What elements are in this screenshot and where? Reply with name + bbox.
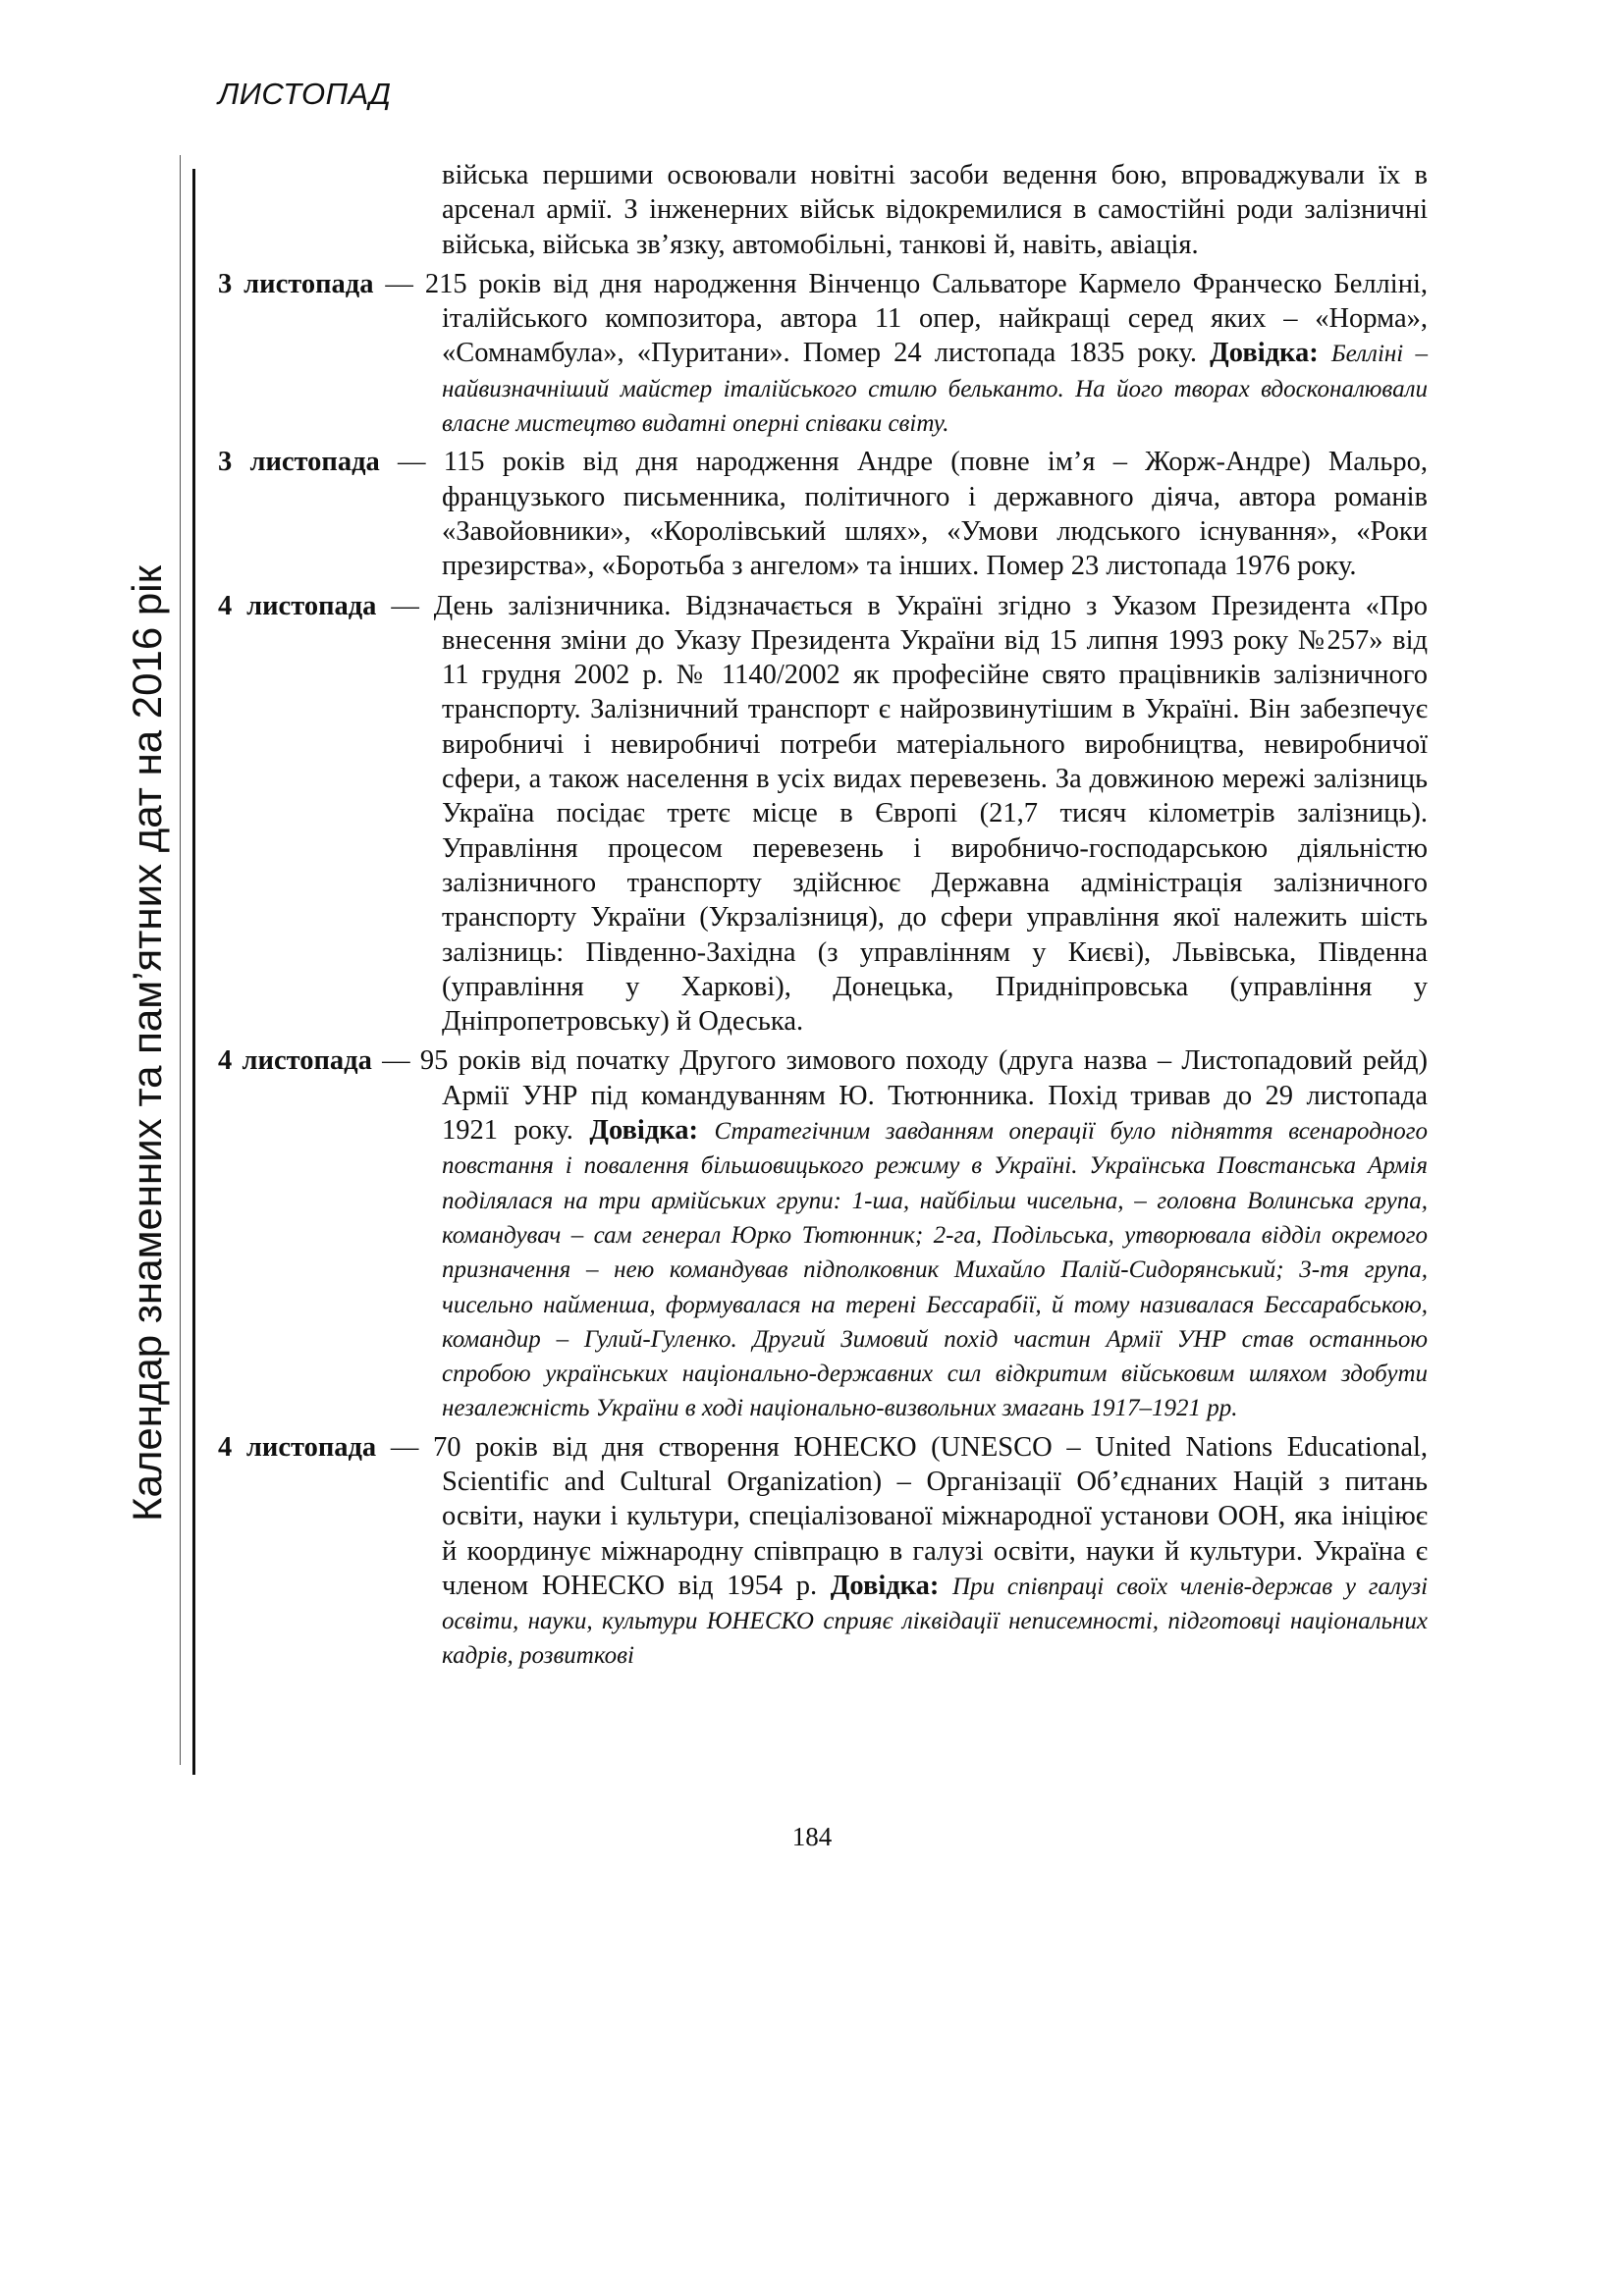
entry-text: 70 років від дня створення ЮНЕСКО (UNESCO – United Nations Educational, Scientific and Cultural Organization) – Організації Об’єднаних Націй з питань освіти, науки і культури, спеціалізованої міжнародної установи ООН, яка ініціює й координує міжнародну співпрацю в галузі освіти, науки й культури. Україна є членом ЮНЕСКО від 1954 р. (433, 1431, 1429, 1601)
entry-dash: — (373, 268, 425, 299)
entry-text: День залізничника. Відзначається в Україні згідно з Указом Президента «Про внесення зміни до Указу Президента України від 15 липня 1993 року №257» від 11 грудня 2002 р. № 1140/2002 як професійне свято працівників залізничного транспорту. Залізничний транспорт є найрозвинутішим в Україні. Він забезпечує виробничі і невиробничі потреби матеріального виробництва, невиробничої сфери, а також населення в усіх видах перевезень. За довжиною мережі залізниць Україна посідає третє місце в Європі (21,7 тисяч кілометрів залізниць). Управління процесом перевезень і виробничо-господарською діяльністю залізничного транспорту здійснює Державна адміністрація залізничного транспорту України (Укрзалізниця), до сфери управління якої належить шість залізниць: Південно-Західна (з управлінням у Києві), Львівська, Південна (управління у Харкові), Донецька, Придніпровська (управління у Дніпропетровську) й Одеська. (433, 590, 1428, 1038)
body-text (218, 158, 1428, 1678)
reference-text: Белліні – найвизначніший майстер італійського стилю бельканто. На його творах вдосконалювали власне мистецтво видатні оперні співаки світу. (442, 341, 1428, 438)
entry-text: 95 років від початку Другого зимового походу (друга назва – Листопадовий рейд) Армії УНР під командуванням Ю. Тютюнника. Похід тривав до 29 листопада 1921 року. (419, 1045, 1429, 1147)
entry-dash: — (376, 590, 434, 621)
reference-label: Довідка: (830, 1570, 940, 1601)
entry-date: 3 листопада (218, 447, 380, 478)
entry-date: 4 листопада (218, 1431, 377, 1463)
page-number: 184 (791, 1822, 833, 1851)
margin-rule-thin (180, 155, 181, 1765)
entry-winter-campaign (218, 1043, 1428, 1424)
entry-text: 215 років від дня народження Вінченцо Сальваторе Кармело Франческо Белліні, італійського композитора, автора 11 опер, найкращі серед яких – «Норма», «Сомнамбула», «Пуритани». Помер 24 листопада 1835 року. (424, 268, 1428, 369)
reference-text: При співпраці своїх членів-держав у галузі освіти, науки, культури ЮНЕСКО сприяє ліквідації неписемності, підготовці національних кадрів, розвиткові (442, 1573, 1429, 1670)
continuation-paragraph: війська першими освоювали новітні засоби ведення бою, впроваджували їх в арсенал армії. З інженерних військ відокремилися в самостійні роди залізничні війська, війська зв’язку, автомобільні, танкові й, навіть, авіація. (442, 160, 1428, 260)
reference-label: Довідка: (589, 1115, 698, 1147)
entry-date: 4 листопада (218, 1045, 372, 1077)
entry-dash: — (379, 447, 444, 478)
entry-bellini (218, 267, 1428, 440)
entry-dash: — (376, 1431, 433, 1463)
entry-unesco (218, 1430, 1428, 1673)
reference-label: Довідка: (1210, 338, 1319, 369)
running-head: ЛИСТОПАД (218, 77, 392, 111)
side-title: Календар знаменних та пам’ятних дат на 2016 рік (124, 565, 170, 1522)
entry-date: 4 листопада (218, 590, 377, 621)
entry-date: 3 листопада (218, 268, 374, 299)
margin-rule-thick (192, 169, 195, 1775)
reference-text: Стратегічним завданням операції було підняття всенародного повстання і повалення більшовицького режиму в Україні. Українська Повстанська Армія поділялася на три армійських групи: 1-ша, найбільш чисельна, – головна Волинська група, командувач – сам генерал Юрко Тютюнник; 2-га, Подільська, утворювала відділ окремого призначення – нею командував підполковник Михайло Палій-Сидорянський; 3-тя група, чисельно найменша, формувалася на терені Бессарабії, й тому називалася Бессарабською, командир – Гулий-Гуленко. Другий Зимовий похід частин Армії УНР став останньою спробою українських національно-державних сил відкритим військовим шляхом здобути незалежність України в ході національно-визвольних змагань 1917–1921 рр. (442, 1118, 1429, 1422)
entry-dash: — (371, 1045, 420, 1077)
entry-malraux (218, 445, 1428, 583)
entry-railway-day (218, 589, 1428, 1040)
entry-text: 115 років від дня народження Андре (повне ім’я – Жорж-Андре) Мальро, французького письменника, політичного і державного діяча, автора романів «Завойовники», «Королівський шлях», «Умови людського існування», «Роки презирства», «Боротьба з ангелом» та інших. Помер 23 листопада 1976 року. (442, 447, 1429, 582)
